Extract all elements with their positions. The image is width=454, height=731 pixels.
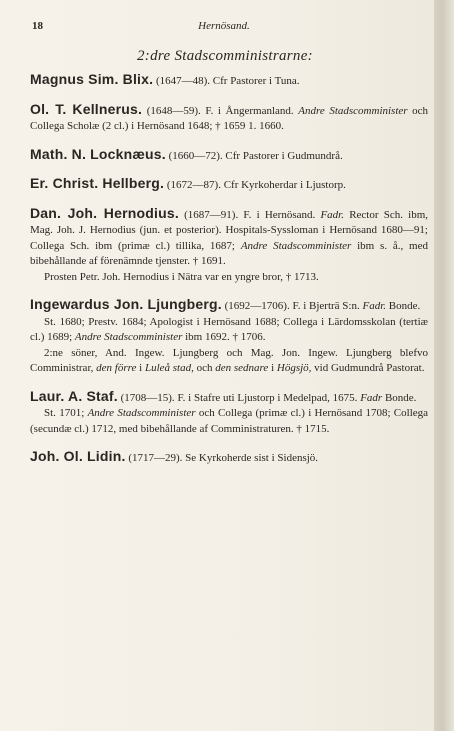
entry-text-italic: Fadr. — [362, 300, 387, 312]
entry-years: (1687—91). — [184, 208, 239, 221]
entry-text: vid Gudmundrå Pastorat. — [314, 362, 425, 374]
entry-text-italic: Andre Stadscomminister — [74, 331, 183, 343]
entry-text-italic: Andre Stadscomminister — [240, 239, 352, 252]
page-number: 18 — [32, 20, 43, 32]
entry-text: Rector Sch. ibm, Mag. Joh. J. Hernodius (jun. et posterior). Hospitals-Syssloman i Hernösand 1680—91; Collega Sch. ibm (primæ cl.) tillika, 1687; — [30, 208, 429, 252]
entry-text: Bonde. — [388, 300, 421, 312]
entry-years: (1708—15). — [120, 391, 175, 404]
entry-text: Cfr Pastorer i Tuna. — [212, 75, 300, 87]
entry-text-italic: Andre Stadscomminister — [87, 407, 196, 419]
entry-name: Ol. T. Kellnerus. — [30, 100, 143, 117]
entry-text: F. i Stafre uti Ljustorp i Medelpad, 1675. — [177, 391, 358, 404]
entry-text: St. 1680; Prestv. 1684; Apologist i Hernösand 1688; Collega i Lärdomsskolan (tertiæ cl.) 1689; — [30, 315, 428, 343]
entry — [30, 102, 428, 135]
entry-text: 2:ne söner, And. Ingew. Ljungberg och Mag. Jon. Ingew. Ljungberg blefvo Comministrar, — [30, 346, 428, 374]
entry-text-italic: Luleå stad, — [144, 362, 194, 374]
entry-text: Cfr Pastorer i Gudmundrå. — [225, 149, 343, 162]
entry-years: (1647—48). — [155, 75, 211, 87]
running-head: Hernösand. — [198, 20, 250, 32]
entry — [30, 206, 428, 286]
entry-text: i — [139, 362, 143, 374]
entry-name: Er. Christ. Hellberg. — [30, 175, 165, 191]
entry-name: Magnus Sim. Blix. — [30, 71, 154, 87]
section-title: 2:dre Stadscomministrarne: — [137, 48, 313, 64]
entries-list — [30, 72, 428, 479]
entry-name: Laur. A. Staf. — [30, 387, 118, 404]
entry — [30, 176, 428, 194]
entry-text: F. i Hernösand. — [243, 208, 316, 221]
entry-text-italic: Fadr. — [320, 208, 344, 221]
entry — [30, 389, 428, 438]
entry-name: Ingewardus Jon. Ljungberg. — [30, 296, 222, 312]
entry-text-italic: den förre — [96, 362, 137, 374]
entry-text: Bonde. — [384, 391, 417, 404]
entry-years: (1717—29). — [128, 452, 183, 464]
page-header — [22, 20, 426, 36]
entry-text-italic: Högsjö, — [276, 362, 312, 374]
entry-text-italic: Andre Stadscomminister — [298, 104, 408, 117]
entry — [30, 297, 428, 377]
entry-text: Se Kyrkoherde sist i Sidensjö. — [185, 452, 319, 464]
entry-years: (1660—72). — [168, 149, 223, 162]
entry-text: och Collega Scholæ (2 cl.) i Hernösand 1648; † 1659 1. 1660. — [30, 104, 429, 132]
entry-name: Math. N. Locknæus. — [30, 145, 166, 162]
entry-name: Joh. Ol. Lidin. — [30, 448, 126, 464]
entry-note: Prosten Petr. Joh. Hernodius i Nätra var en yngre bror, † 1713. — [44, 270, 319, 283]
entry-text-italic: den sednare — [215, 362, 269, 374]
entry-years: (1692—1706). — [224, 300, 290, 312]
entry — [30, 449, 428, 467]
entry-text-italic: Fadr — [360, 391, 383, 404]
entry-years: (1648—59). — [146, 104, 201, 117]
entry-text: ibm 1692. † 1706. — [185, 331, 266, 343]
entry-text: och Collega (primæ cl.) i Hernösand 1708; Collega (secundæ cl.) 1712, med bibehållande af Comministraturen. † 1715. — [30, 407, 429, 435]
entry-name: Dan. Joh. Hernodius. — [30, 204, 179, 221]
entry-text: och — [196, 362, 213, 374]
entry-text: F. i Ångermanland. — [205, 104, 294, 117]
entry — [30, 72, 428, 90]
entry-text: ibm s. å., med bibehållande af förenämnde tjenster. † 1691. — [30, 239, 428, 267]
entry-text: F. i Bjerträ S:n. — [292, 300, 360, 312]
page-binding-edge — [434, 0, 454, 731]
entry-years: (1672—87). — [166, 179, 221, 191]
entry — [30, 147, 428, 165]
entry-text: St. 1701; — [44, 407, 85, 419]
entry-text: Cfr Kyrkoherdar i Ljustorp. — [223, 179, 346, 191]
entry-text: i — [271, 362, 275, 374]
